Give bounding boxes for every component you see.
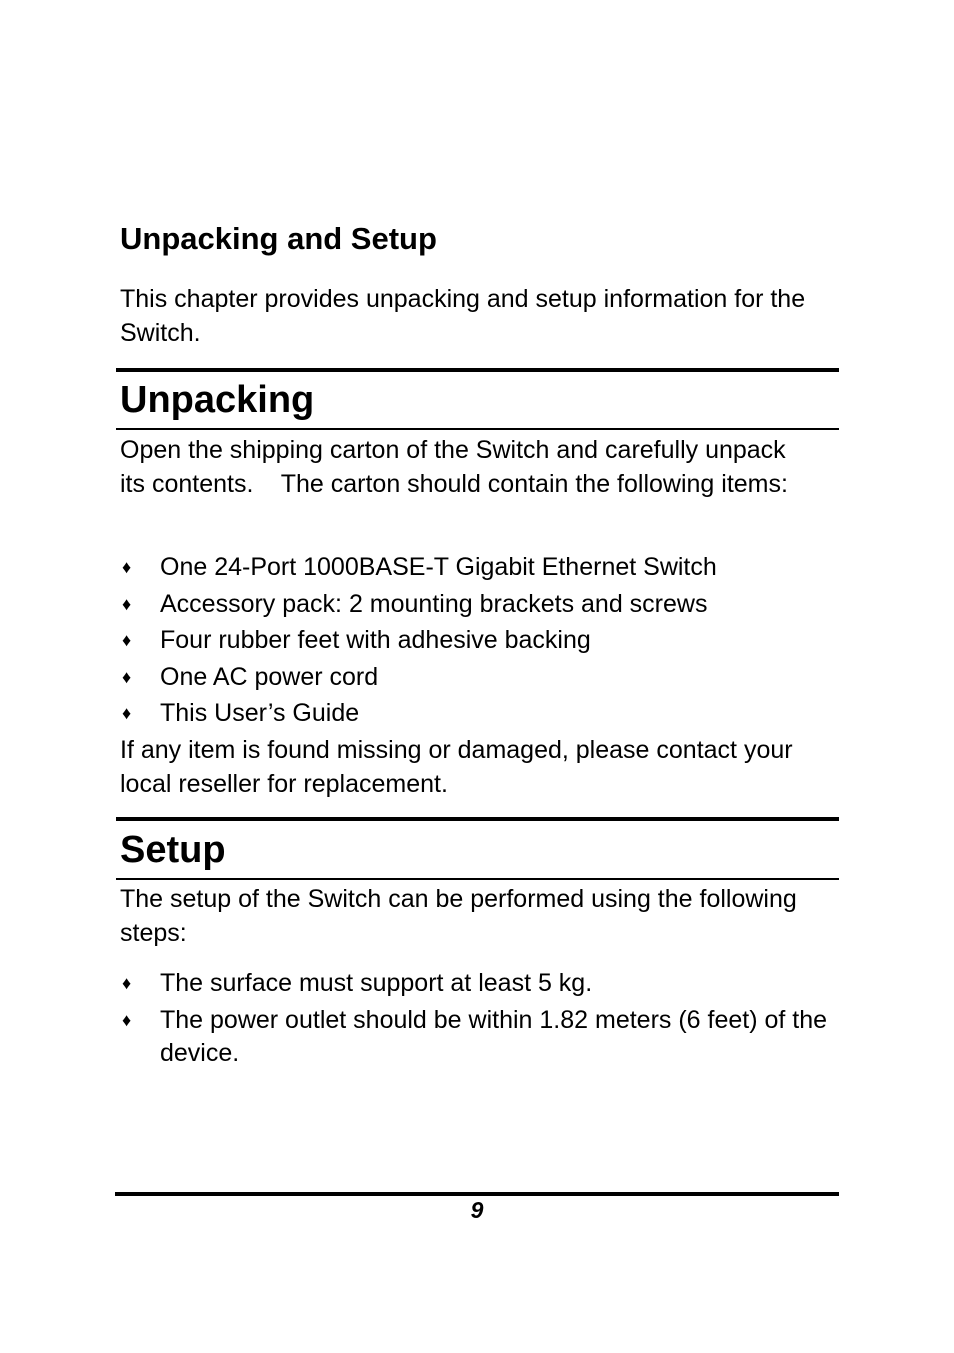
diamond-bullet-icon: ♦ — [122, 630, 132, 650]
list-item-label: Accessory pack: 2 mounting brackets and screws — [160, 589, 708, 618]
list-item-label: This User’s Guide — [160, 699, 360, 727]
page-number: 9 — [470, 1197, 484, 1223]
diamond-bullet-icon: ♦ — [122, 1009, 132, 1030]
list-item — [120, 624, 850, 658]
list-item — [120, 967, 850, 1001]
setup-step-list — [120, 967, 850, 1074]
unpacking-note: If any item is found missing or damaged, please contact your local reseller for replacement. — [120, 736, 793, 798]
list-item-label: Four rubber feet with adhesive backing — [160, 626, 591, 654]
unpacking-heading: Unpacking — [120, 379, 315, 421]
list-item-label: One AC power cord — [160, 662, 379, 691]
diamond-bullet-icon: ♦ — [122, 593, 132, 614]
list-item — [120, 1004, 850, 1071]
chapter-title: Unpacking and Setup — [120, 221, 437, 256]
section-rule-bottom — [116, 878, 839, 880]
list-item — [120, 697, 850, 731]
list-item-label: The surface must support at least 5 kg. — [160, 969, 593, 997]
diamond-bullet-icon: ♦ — [122, 557, 132, 577]
setup-heading: Setup — [120, 829, 226, 871]
unpacking-item-list — [120, 551, 850, 734]
chapter-intro: This chapter provides unpacking and setup information for the Switch. — [120, 285, 806, 347]
section-rule-top — [116, 368, 839, 372]
list-item-label: One 24-Port 1000BASE-T Gigabit Ethernet Switch — [160, 553, 717, 581]
section-rule-bottom — [116, 428, 839, 430]
diamond-bullet-icon: ♦ — [122, 973, 132, 993]
list-item-label: The power outlet should be within 1.82 meters (6 feet) of the device. — [160, 1005, 828, 1067]
list-item — [120, 661, 850, 695]
setup-intro: The setup of the Switch can be performed using the following steps: — [120, 885, 797, 947]
unpacking-intro: Open the shipping carton of the Switch and carefully unpack its contents. The carton should contain the following items: — [120, 436, 788, 498]
section-rule-top — [116, 817, 839, 821]
diamond-bullet-icon: ♦ — [122, 703, 132, 723]
diamond-bullet-icon: ♦ — [122, 666, 132, 687]
list-item — [120, 551, 850, 585]
list-item — [120, 588, 850, 622]
